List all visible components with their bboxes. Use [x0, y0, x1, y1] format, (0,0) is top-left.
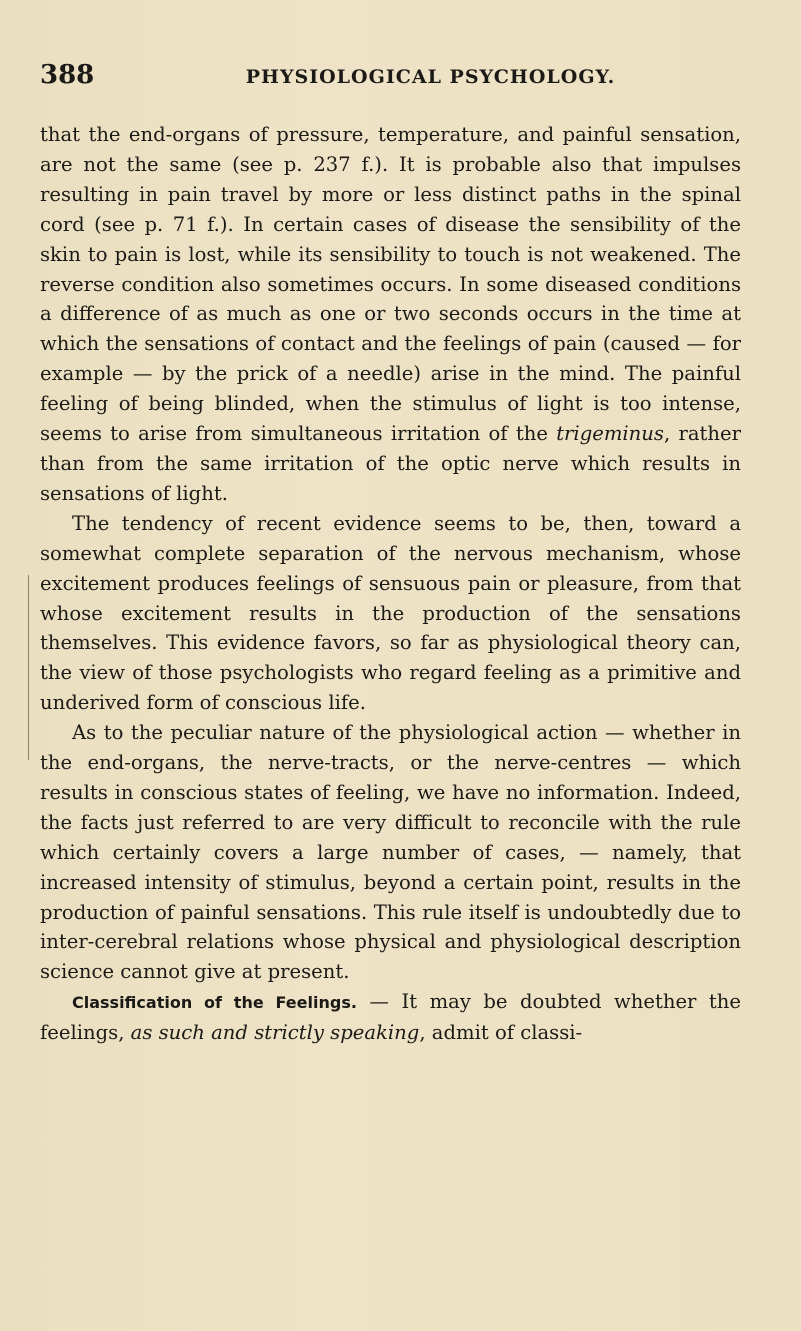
- text-span: The tendency of recent evidence seems to be, then, toward a somewhat complete separation of the nervous mechanism, whose excitement produces feelings of sensuous pain or pleasure, from that whose excitement results in the production of the sensations themselves. This evidence favors, so far as physiological theory can, the view of those psychologists who regard feeling as a primitive and underived form of conscious life.: [40, 511, 741, 715]
- margin-pencil-mark: [28, 575, 29, 760]
- paragraph-2: [40, 509, 741, 718]
- page-body: [40, 120, 741, 1048]
- text-span: that the end-organs of pressure, temperature, and painful sensation, are not the same (see p. 237 f.). It is probable also that impulses resulting in pain travel by more or less distinct paths in the spinal cord (see p. 71 f.). In certain cases of disease the sensibility of the skin to pain is lost, while its sensibility to touch is not weakened. The reverse condition also sometimes occurs. In some diseased conditions a difference of as much as one or two seconds occurs in the time at which the sensations of contact and the feelings of pain (caused — for example — by the prick of a needle) arise in the mind. The painful feeling of being blinded, when the stimulus of light is too intense, seems to arise from simultaneous irritation of the: [40, 123, 741, 446]
- paragraph-1: [40, 120, 741, 509]
- page-header: [40, 60, 761, 100]
- text-span: , admit of classi-: [419, 1021, 583, 1045]
- paragraph-3: [40, 718, 741, 987]
- section-run-in-heading: Classification of the Feelings.: [72, 993, 357, 1013]
- italic-phrase: as such and strictly speaking: [130, 1021, 420, 1045]
- text-span: As to the peculiar nature of the physiological action — whether in the end-organs, the nerve-tracts, or the nerve-centres — which results in conscious states of feeling, we have no information. Indeed, the facts just referred to are very difficult to reconcile with the rule which certainly covers a large number of cases, — namely, that increased intensity of stimulus, beyond a certain point, results in the production of painful sensations. This rule itself is undoubtedly due to inter-cerebral relations whose physical and physiological description science cannot give at present.: [40, 721, 741, 984]
- running-head: PHYSIOLOGICAL PSYCHOLOGY.: [245, 66, 616, 88]
- paragraph-4: [40, 987, 741, 1048]
- text-span: — It may be doubted whether the feelings,: [40, 990, 741, 1045]
- text-span: , rather than from the same irritation of the optic nerve which results in sensations of light.: [40, 422, 741, 505]
- page-number: 388: [40, 60, 95, 90]
- italic-term: trigeminus: [556, 422, 664, 446]
